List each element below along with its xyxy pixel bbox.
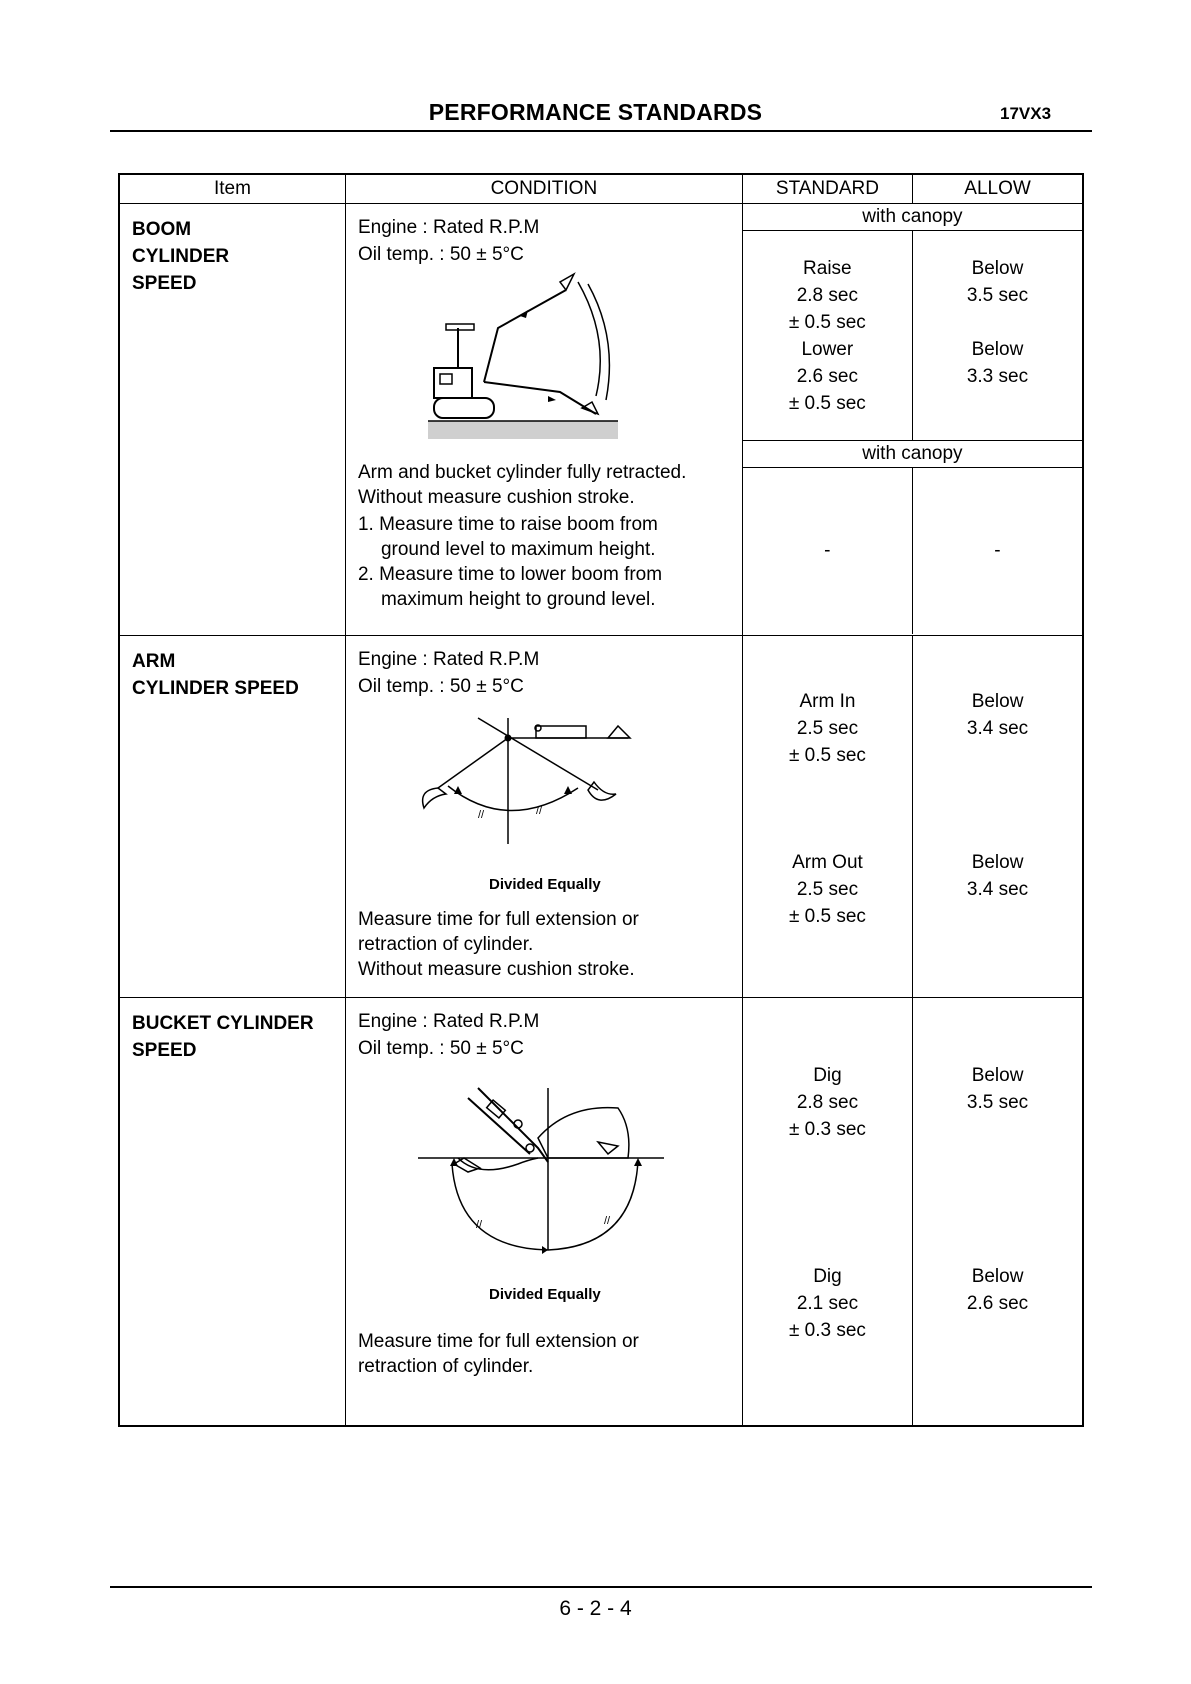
boom-allow [912,231,1082,441]
dig-allow-label: Below [971,1065,1024,1086]
page-number: 6 - 2 - 4 [559,1597,632,1620]
dig-standard: 2.1 sec [796,1293,859,1314]
boom-standard-2: - [743,468,913,634]
boom-values [742,204,1083,636]
arm-condition [345,636,742,998]
arm-item [119,636,345,998]
boom-item-line: CYLINDER [132,246,230,267]
arm-note: retraction of cylinder. [357,934,534,955]
svg-text://: // [475,1219,483,1231]
arm-note: Without measure cushion stroke. [357,959,635,980]
boom-note: Arm and bucket cylinder fully retracted. [357,462,687,483]
arm-in-allow: 3.4 sec [966,718,1029,739]
raise-tolerance: ± 0.5 sec [788,312,866,333]
lower-tolerance: ± 0.5 sec [788,393,866,414]
svg-text://: // [603,1215,611,1227]
header-rule [110,130,1092,132]
bucket-row [119,998,1083,1426]
arm-item-line: CYLINDER SPEED [132,678,299,699]
arm-out-label: Arm Out [792,852,863,873]
oil-temp-condition: Oil temp. : 50 ± 5°C [357,1038,524,1059]
dig-label: Dig [813,1266,842,1287]
raise-label: Raise [803,258,852,279]
bucket-condition [345,998,742,1426]
lower-standard: 2.6 sec [796,366,858,387]
bucket-item [119,998,345,1426]
arm-item-line: ARM [132,651,176,672]
performance-table [118,173,1084,1427]
raise-allow: 3.5 sec [966,285,1029,306]
col-allow: ALLOW [913,174,1083,204]
boom-standard [743,231,913,441]
bucket-diagram [418,1068,668,1258]
boom-step: maximum height to ground level. [380,589,656,610]
arm-note: Measure time for full extension or [357,909,639,930]
svg-text://: // [477,809,485,821]
boom-step: 1. Measure time to raise boom from [357,514,658,535]
boom-condition [345,204,742,636]
arm-out-tolerance: ± 0.5 sec [788,906,866,927]
bucket-item-line: BUCKET CYLINDER [132,1013,314,1034]
boom-step: 2. Measure time to lower boom from [357,564,663,585]
dig-allow-label: Below [971,1266,1024,1287]
arm-out-allow: 3.4 sec [966,879,1029,900]
dig-standard: 2.8 sec [796,1092,859,1113]
arm-in-label: Arm In [799,691,856,712]
bucket-allow [913,998,1083,1426]
dig-allow: 2.6 sec [966,1293,1029,1314]
arm-diagram [418,704,668,854]
arm-standard [742,636,912,998]
engine-condition: Engine : Rated R.P.M [357,1011,540,1032]
arm-in-standard: 2.5 sec [796,718,859,739]
arm-out-allow-label: Below [971,852,1024,873]
arm-in-allow-label: Below [971,691,1024,712]
boom-note: Without measure cushion stroke. [357,487,635,508]
oil-temp-condition: Oil temp. : 50 ± 5°C [357,244,524,265]
canopy-label: with canopy [743,204,1082,231]
lower-label: Lower [801,339,854,360]
boom-step: ground level to maximum height. [380,539,656,560]
raise-allow-label: Below [971,258,1024,279]
arm-allow [913,636,1083,998]
divided-equally-caption: Divided Equally [489,876,601,893]
bucket-item-line: SPEED [132,1040,197,1061]
footer-rule [110,1586,1092,1588]
canopy-label: with canopy [743,441,1082,468]
col-condition: CONDITION [345,174,742,204]
lower-allow-label: Below [971,339,1024,360]
engine-condition: Engine : Rated R.P.M [357,217,540,238]
lower-allow: 3.3 sec [966,366,1029,387]
dig-allow: 3.5 sec [966,1092,1029,1113]
col-item: Item [119,174,345,204]
col-standard: STANDARD [742,174,912,204]
arm-in-tolerance: ± 0.5 sec [788,745,866,766]
bucket-note: retraction of cylinder. [357,1356,534,1377]
page-title: PERFORMANCE STANDARDS [428,99,763,125]
boom-item [119,204,345,636]
boom-excavator-diagram [428,268,638,448]
raise-standard: 2.8 sec [796,285,858,306]
divided-equally-caption: Divided Equally [489,1286,601,1303]
oil-temp-condition: Oil temp. : 50 ± 5°C [357,676,524,697]
boom-row [119,204,1083,636]
table-header-row [119,174,1083,204]
arm-row [119,636,1083,998]
model-code: 17VX3 [1000,104,1052,123]
boom-item-line: SPEED [132,273,197,294]
dig-tolerance: ± 0.3 sec [788,1320,866,1341]
bucket-note: Measure time for full extension or [357,1331,639,1352]
boom-item-line: BOOM [132,219,192,240]
bucket-standard [742,998,912,1426]
boom-allow-2: - [994,539,1001,561]
arm-out-standard: 2.5 sec [796,879,859,900]
engine-condition: Engine : Rated R.P.M [357,649,540,670]
dig-label: Dig [813,1065,842,1086]
svg-text://: // [535,805,543,817]
dig-tolerance: ± 0.3 sec [788,1119,866,1140]
